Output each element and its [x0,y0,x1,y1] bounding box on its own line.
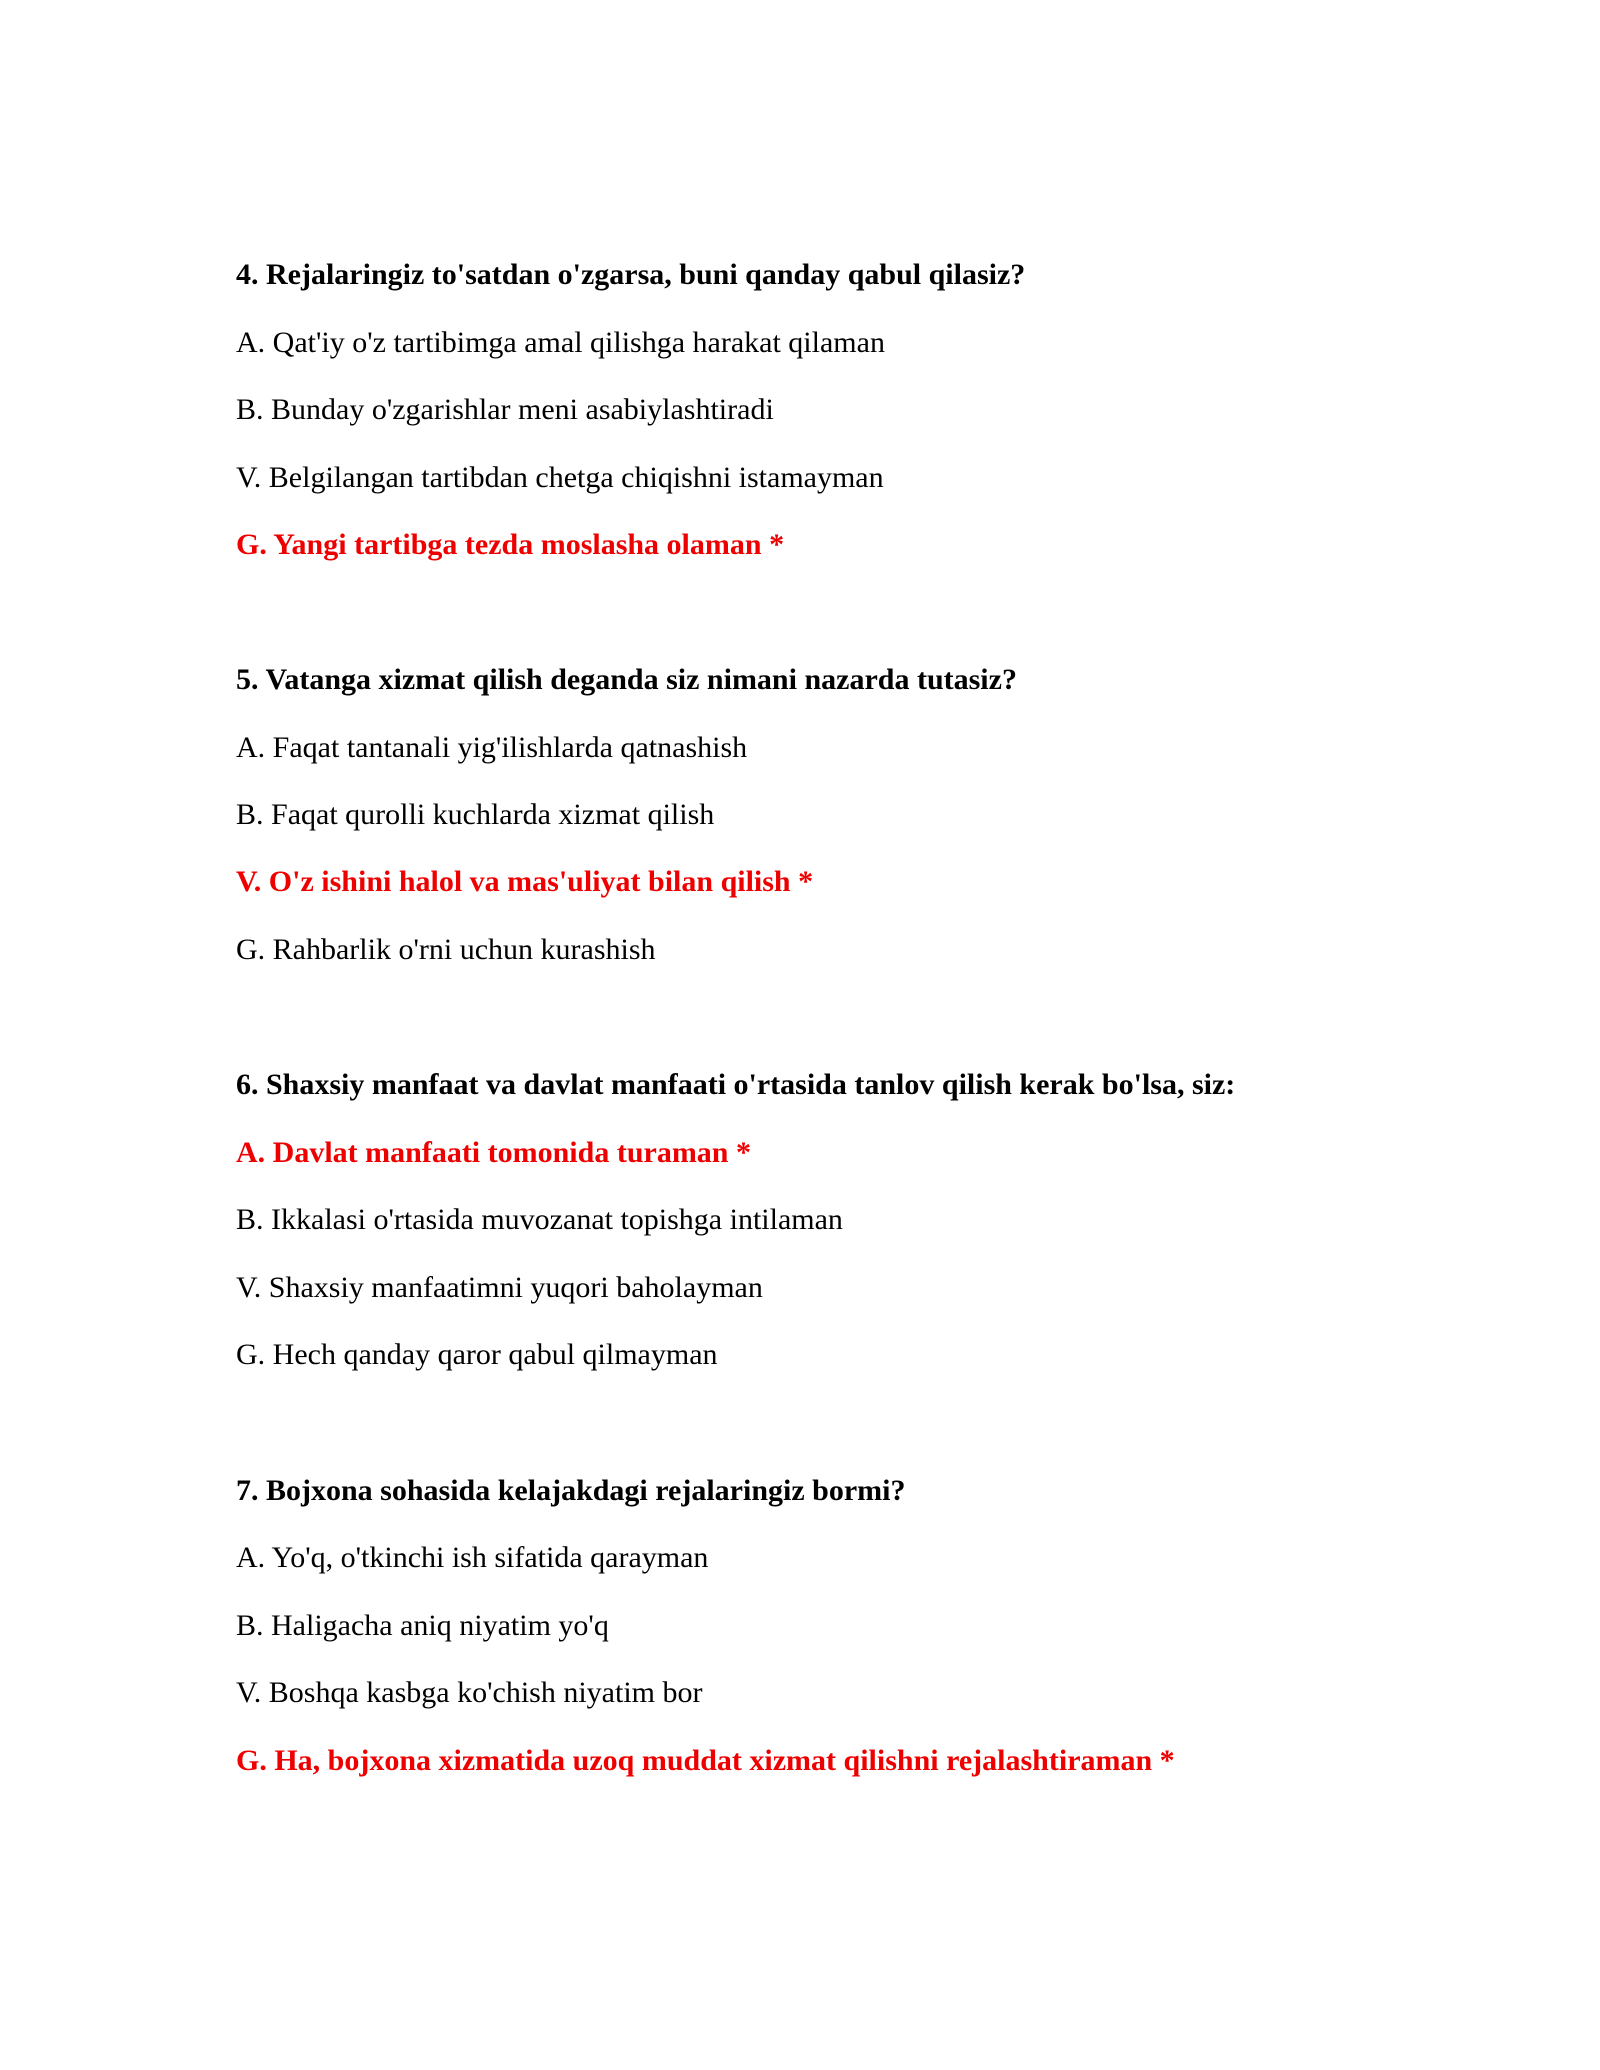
answer-option: V. Boshqa kasbga ko'chish niyatim bor [236,1676,703,1709]
correct-answer-option: G. Ha, bojxona xizmatida uzoq muddat xizmat qilishni rejalashtiraman * [236,1744,1175,1777]
answer-option: G. Rahbarlik o'rni uchun kurashish [236,933,656,966]
answer-option: G. Hech qanday qaror qabul qilmayman [236,1338,718,1371]
answer-option: V. Shaxsiy manfaatimni yuqori baholayman [236,1271,763,1304]
answer-option: B. Haligacha aniq niyatim yo'q [236,1609,609,1642]
correct-answer-option: A. Davlat manfaati tomonida turaman * [236,1136,751,1169]
answer-option: A. Yo'q, o'tkinchi ish sifatida qarayman [236,1541,709,1574]
answer-option: A. Faqat tantanali yig'ilishlarda qatnashish [236,731,748,764]
answer-option: V. Belgilangan tartibdan chetga chiqishni istamayman [236,461,884,494]
answer-option: B. Ikkalasi o'rtasida muvozanat topishga intilaman [236,1203,843,1236]
question-title: 7. Bojxona sohasida kelajakdagi rejalaringiz bormi? [236,1474,906,1507]
answer-option: B. Bunday o'zgarishlar meni asabiylashtiradi [236,393,774,426]
question-title: 4. Rejalaringiz to'satdan o'zgarsa, buni qanday qabul qilasiz? [236,258,1026,291]
answer-option: A. Qat'iy o'z tartibimga amal qilishga harakat qilaman [236,326,885,359]
question-title: 5. Vatanga xizmat qilish deganda siz nimani nazarda tutasiz? [236,663,1017,696]
correct-answer-option: G. Yangi tartibga tezda moslasha olaman * [236,528,785,561]
question-title: 6. Shaxsiy manfaat va davlat manfaati o'rtasida tanlov qilish kerak bo'lsa, siz: [236,1068,1236,1101]
correct-answer-option: V. O'z ishini halol va mas'uliyat bilan qilish * [236,865,814,898]
answer-option: B. Faqat qurolli kuchlarda xizmat qilish [236,798,715,831]
